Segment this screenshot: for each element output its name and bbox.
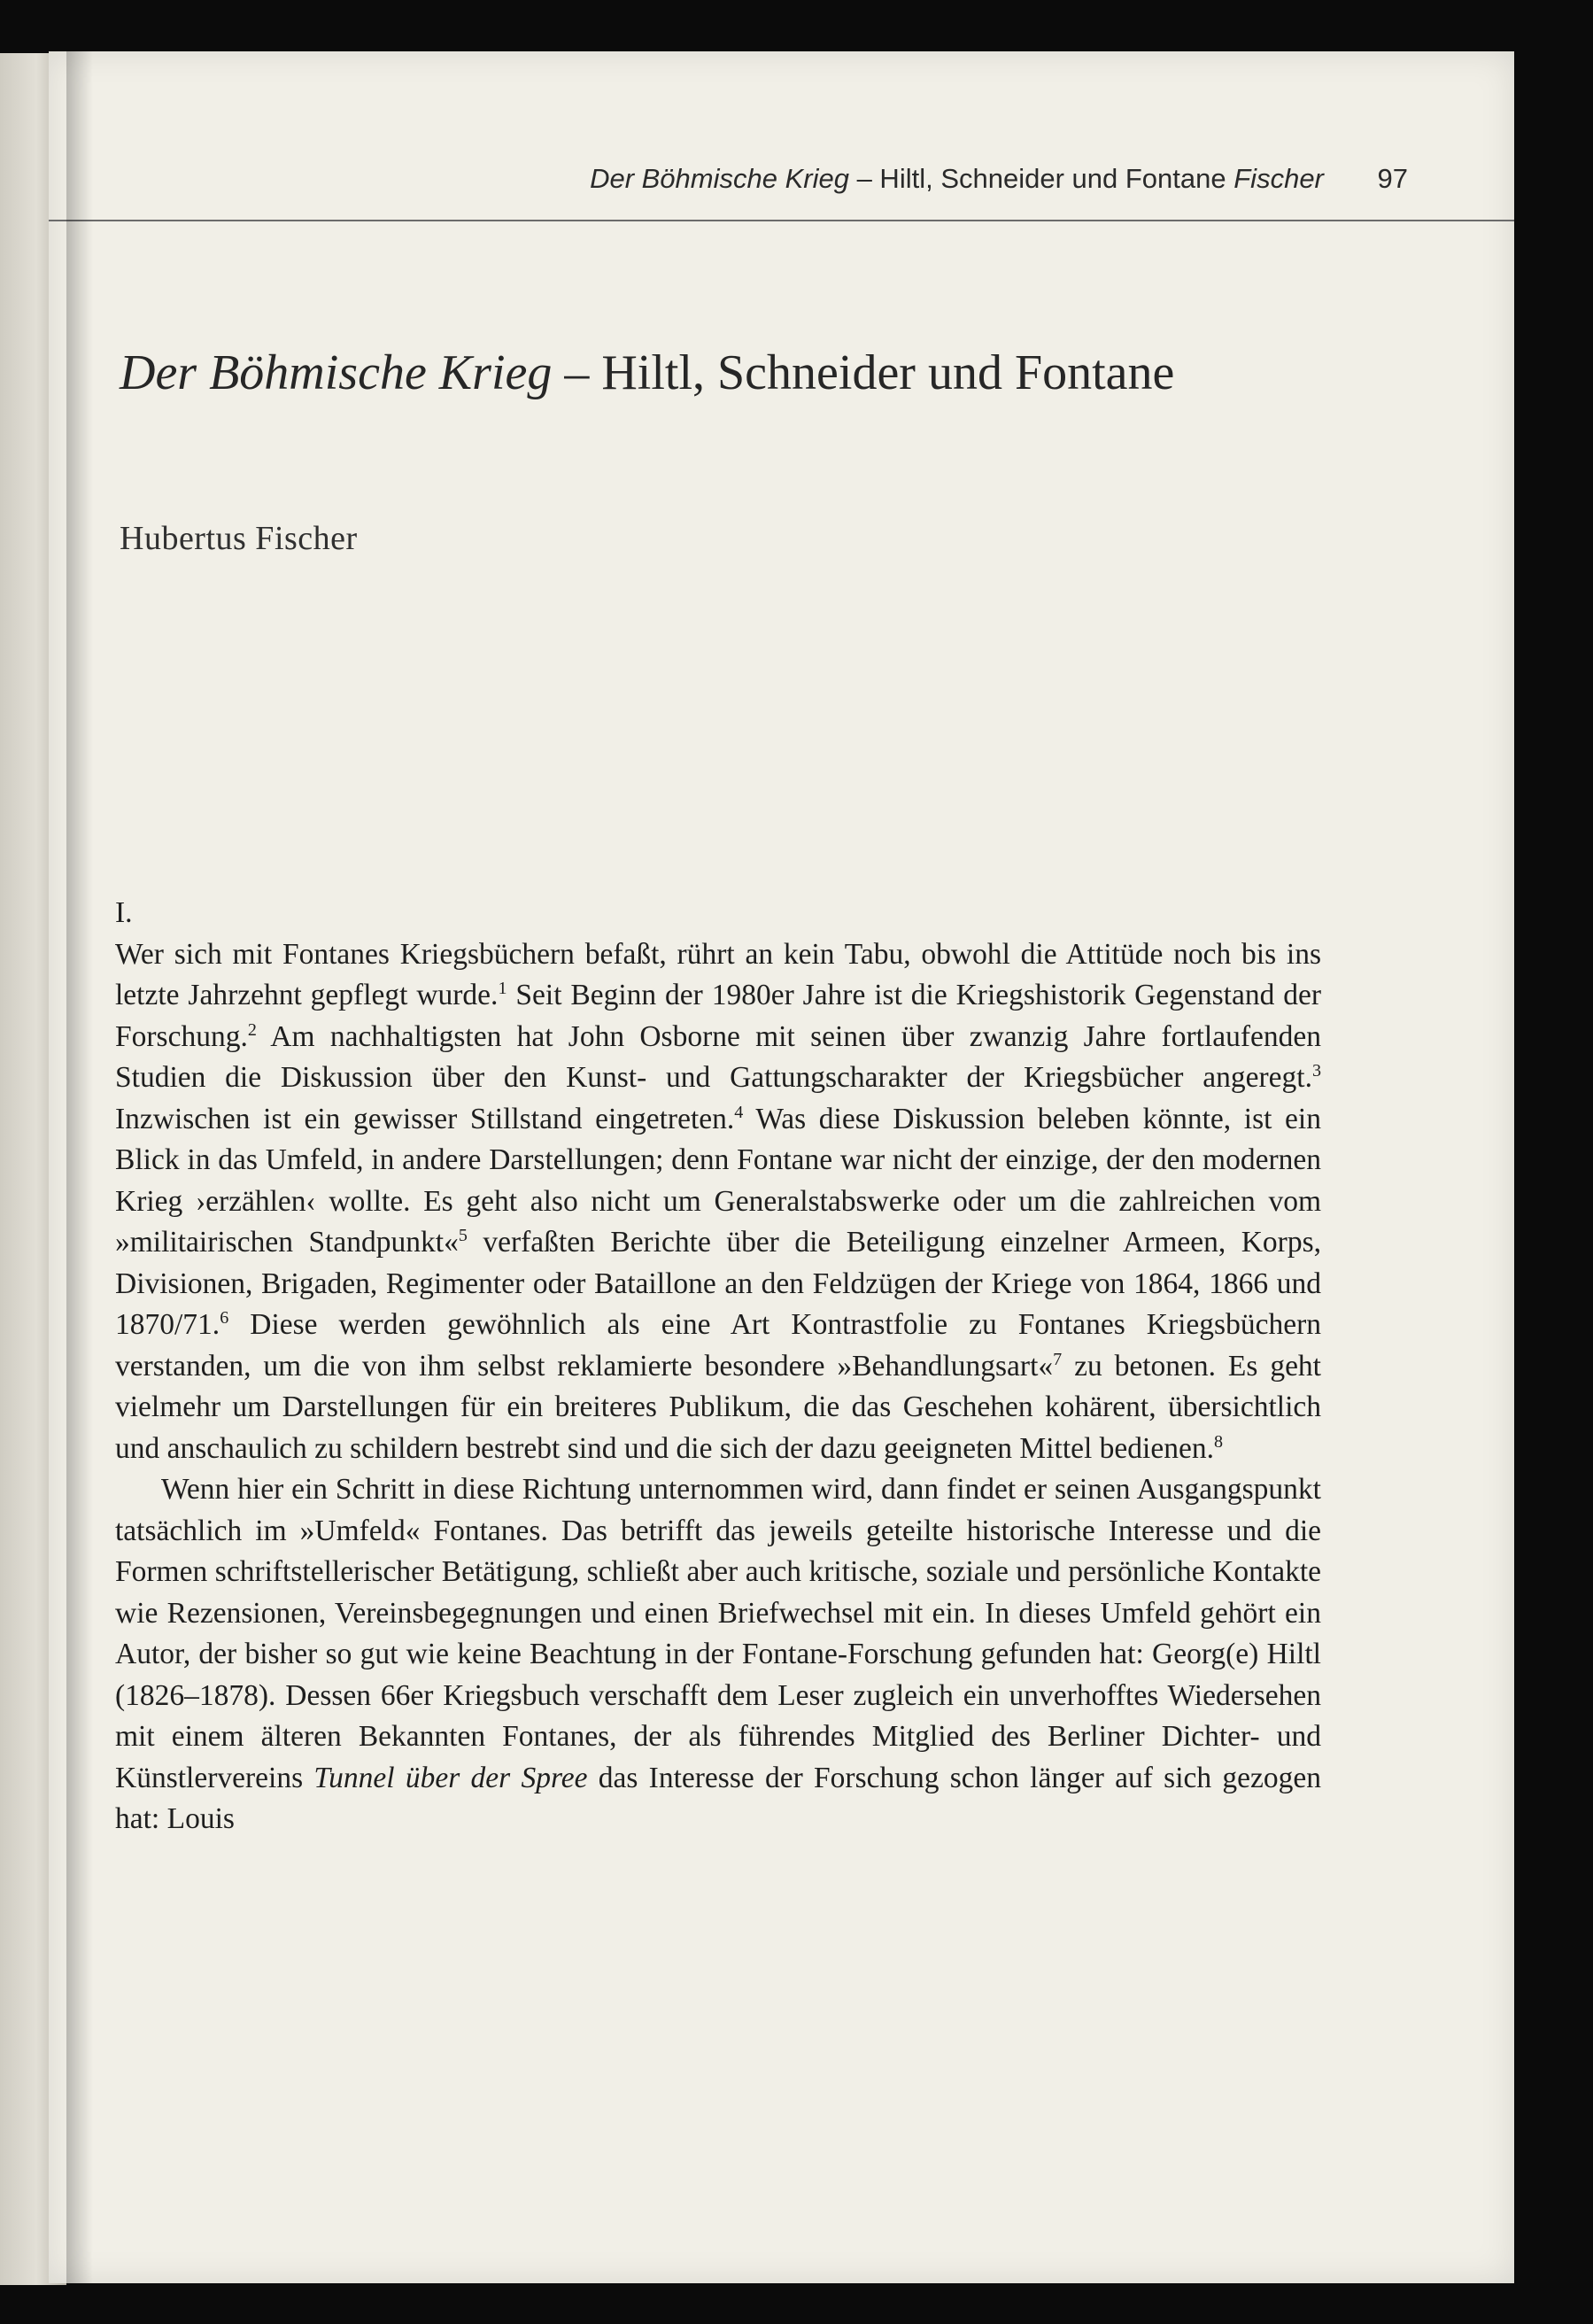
running-head xyxy=(49,163,1408,195)
p1-text-2: Seit Beginn der 1980er Jahre ist die Kriegshistorik Gegenstand der Forschung. xyxy=(115,979,1321,1053)
section-numeral: I. xyxy=(115,896,133,929)
p2-text-end: das Interesse der Forschung schon länger auf sich gezogen hat: Louis xyxy=(115,1761,1321,1835)
p1-text-3: Am nachhaltigsten hat John Osborne mit seinen über zwanzig Jahre fortlaufenden Studien die Diskussion über den Kunst- und Gattungscharakter der Kriegsbücher angeregt. xyxy=(115,1019,1321,1094)
footnote-7[interactable]: 7 xyxy=(1053,1349,1063,1369)
footnote-3[interactable]: 3 xyxy=(1311,1060,1321,1081)
article-author: Hubertus Fischer xyxy=(120,520,358,557)
p2-text: Wenn hier ein Schritt in diese Richtung unternommen wird, dann findet er seinen Ausgangspunkt tatsächlich im »Umfeld« Fontanes. Das betrifft das jeweils geteilte historische Interesse und die Formen schriftstellerischer Betätigung, schließt aber auch kritische, soziale und persönliche Kontakte wie Rezensionen, Vereinsbegegnungen und einen Briefwechsel mit ein. In dieses Umfeld gehört ein Autor, der bisher so gut wie keine Beachtung in der Fontane-Forschung gefunden hat: Georg(e) Hiltl (1826–1878). Dessen 66er Kriegsbuch verschafft dem Leser zugleich ein unverhofftes Wiedersehen mit einem älteren Bekannten Fontanes, der als führendes Mitglied des Berliner Dichter- und Künstlervereins xyxy=(115,1473,1321,1794)
footnote-2[interactable]: 2 xyxy=(247,1019,257,1040)
article-body xyxy=(115,893,1321,1840)
footnote-8[interactable]: 8 xyxy=(1213,1431,1224,1452)
page-number: 97 xyxy=(1377,163,1408,194)
footnote-6[interactable]: 6 xyxy=(220,1307,229,1328)
paragraph-2 xyxy=(115,1469,1321,1840)
header-rule xyxy=(49,220,1514,221)
p1-text-5: Was diese Diskussion beleben könnte, ist ein Blick in das Umfeld, in andere Darstellungen; denn Fontane war nicht der einzige, der den modernen Krieg ›erzählen‹ wollte. Es geht also nicht um Generalstabswerke oder um die zahlreichen vom »militairischen Standpunkt« xyxy=(115,1102,1321,1259)
p1-text-4: Inzwischen ist ein gewisser Stillstand eingetreten. xyxy=(115,1102,735,1135)
p1-text-6: verfaßten Berichte über die Beteiligung einzelner Armeen, Korps, Divisionen, Brigaden, Regimenter oder Bataillone an den Feldzügen der Kriege von 1864, 1866 und 1870/71. xyxy=(115,1226,1321,1341)
article-title-rest: – Hiltl, Schneider und Fontane xyxy=(552,345,1175,400)
running-head-title: Der Böhmische Krieg xyxy=(590,163,849,194)
page-gutter-shadow xyxy=(66,51,93,2283)
footnote-4[interactable]: 4 xyxy=(734,1102,744,1122)
article-title xyxy=(120,344,1271,402)
footnote-1[interactable]: 1 xyxy=(498,978,507,998)
p2-italic: Tunnel über der Spree xyxy=(313,1761,588,1794)
running-head-author: Fischer xyxy=(1233,163,1324,194)
p1-text-7: Diese werden gewöhnlich als eine Art Kontrastfolie zu Fontanes Kriegsbüchern verstanden, um die von ihm selbst reklamierte besondere »Behandlungsart« xyxy=(115,1308,1321,1383)
book-page xyxy=(49,51,1514,2283)
footnote-5[interactable]: 5 xyxy=(458,1225,468,1245)
paragraph-1 xyxy=(115,934,1321,1470)
p1-text-1: Wer sich mit Fontanes Kriegsbüchern befaßt, rührt an kein Tabu, obwohl die Attitüde noch bis ins letzte Jahrzehnt gepflegt wurde. xyxy=(115,937,1321,1011)
running-head-subtitle: – Hiltl, Schneider und Fontane xyxy=(848,163,1226,194)
p1-text-8: zu betonen. Es geht vielmehr um Darstellungen für ein breiteres Publikum, die das Geschehen kohärent, übersichtlich und anschaulich zu schildern bestrebt sind und die sich der dazu geeigneten Mittel bedienen. xyxy=(115,1349,1321,1465)
article-title-italic: Der Böhmische Krieg xyxy=(120,345,553,400)
